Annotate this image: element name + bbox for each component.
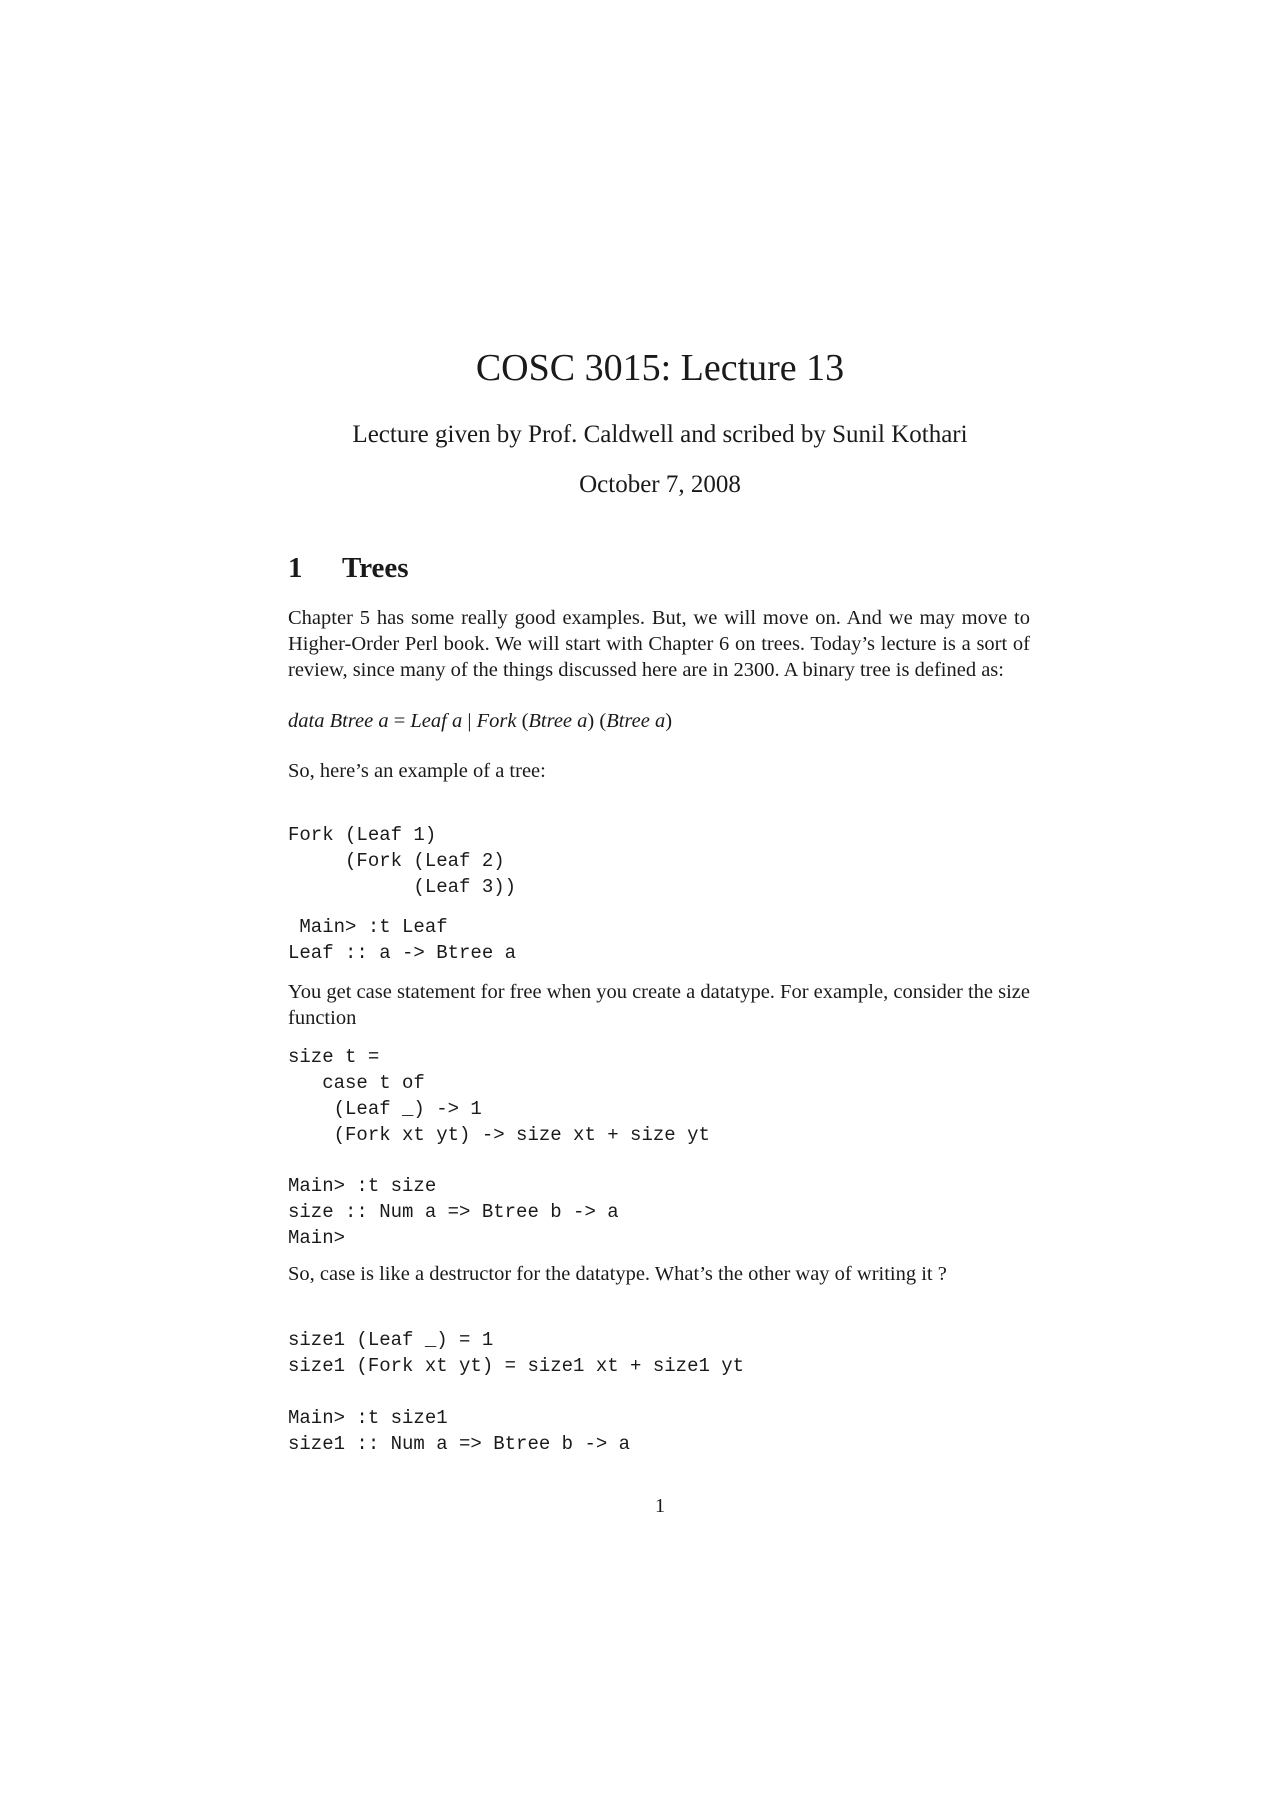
code-tree-example: Fork (Leaf 1) (Fork (Leaf 2) (Leaf 3)) [288, 824, 517, 898]
section-number: 1 [288, 552, 303, 584]
btree-definition [288, 709, 672, 735]
section-heading [288, 548, 409, 588]
code-size1-definition: size1 (Leaf _) = 1 size1 (Fork xt yt) = size1 xt + size1 yt [288, 1329, 745, 1377]
document-title: COSC 3015: Lecture 13 [475, 347, 845, 389]
math-leaf: Leaf a [410, 710, 463, 732]
math-btree-2: Btree a [606, 710, 666, 732]
code-size-type: Main> :t size size :: Num a => Btree b -> a Main> [288, 1175, 619, 1249]
code-leaf-type: Main> :t Leaf Leaf :: a -> Btree a [288, 916, 517, 964]
math-equals: = [388, 710, 411, 732]
code-size1-type: Main> :t size1 size1 :: Num a => Btree b -> a [288, 1407, 631, 1455]
math-btree-1: Btree a [528, 710, 588, 732]
paragraph-example-intro: So, here’s an example of a tree: [288, 760, 546, 782]
math-lhs: data Btree a [288, 710, 389, 732]
paragraph-intro: Chapter 5 has some really good examples. But, we will move on. And we may move to Higher-Order Perl book. We will start with Chapter 6 on trees. Today’s lecture is a sort of review, since many of the things discussed here are in 2300. A binary tree is defined as: [288, 607, 1030, 681]
page-number: 1 [654, 1495, 666, 1517]
math-paren-open-1: ( [516, 710, 529, 732]
paragraph-case-statement: You get case statement for free when you create a datatype. For example, consider the size function [288, 981, 1030, 1029]
math-paren-close: ) [665, 710, 673, 732]
code-size-definition: size t = case t of (Leaf _) -> 1 (Fork xt yt) -> size xt + size yt [288, 1046, 710, 1146]
math-bar: | [462, 710, 477, 732]
paragraph-destructor: So, case is like a destructor for the datatype. What’s the other way of writing it ? [288, 1263, 947, 1285]
author-line: Lecture given by Prof. Caldwell and scribed by Sunil Kothari [352, 421, 968, 448]
math-fork: Fork [476, 710, 517, 732]
math-paren-mid: ) ( [587, 710, 607, 732]
document-date: October 7, 2008 [579, 471, 741, 498]
section-title: Trees [342, 552, 409, 584]
